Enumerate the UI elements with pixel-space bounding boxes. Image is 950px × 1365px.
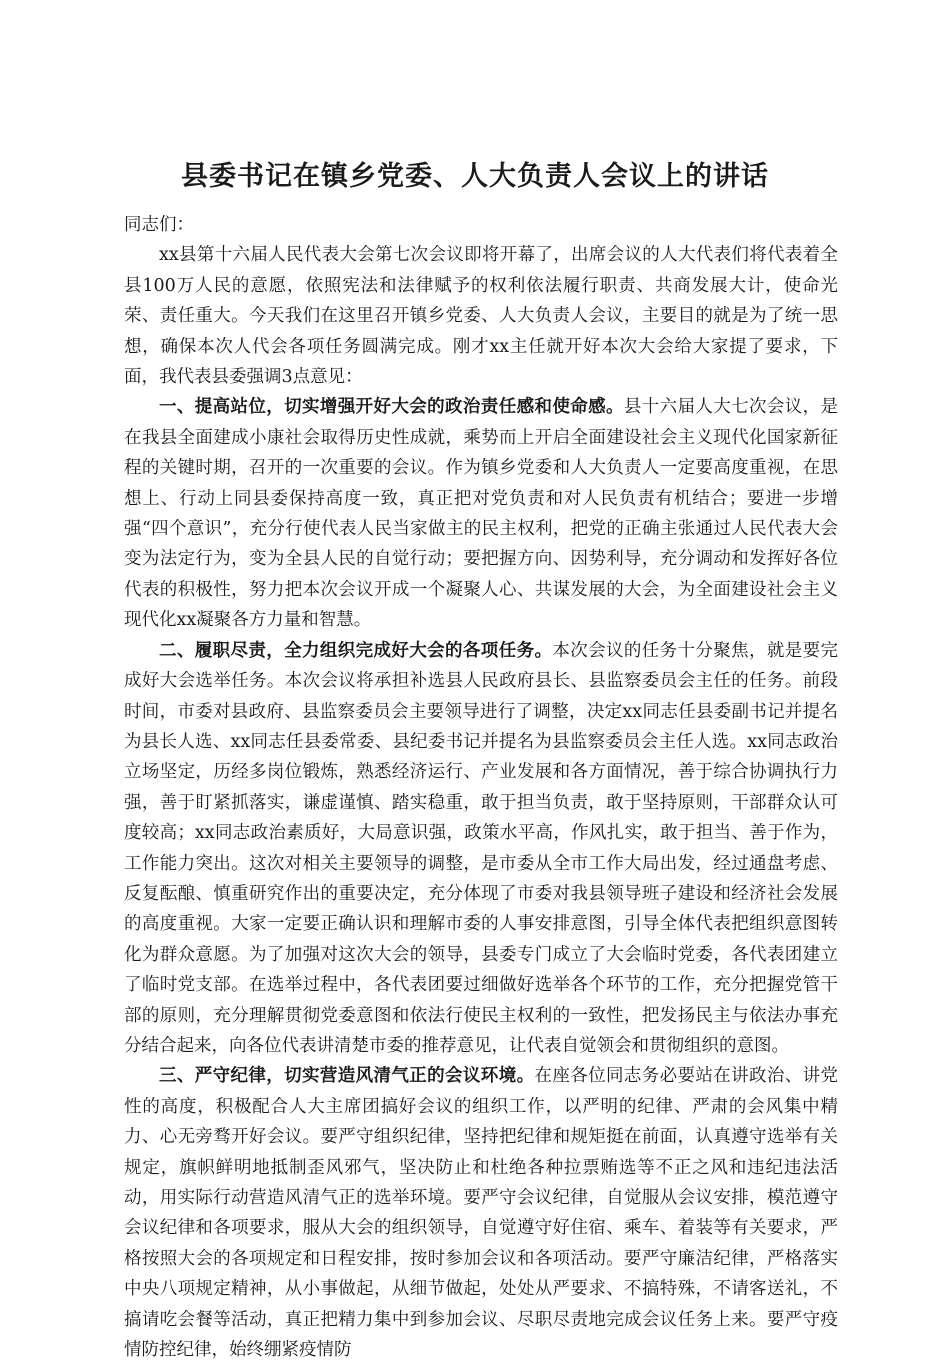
section-1-text: 县十六届人大七次会议，是在我县全面建成小康社会取得历史性成就，乘势而上开启全面建设社会主义现代化国家新征程的关键时期，召开的一次重要的会议。作为镇乡党委和人大负责人一定要高度重视，在思想上、行动上同县委保持高度一致，真正把对党负责和对人民负责有机结合；要进一步增强“四个意识”，充分行使代表人民当家做主的民主权利，把党的正确主张通过人民代表大会变为法定行为，变为全县人民的自觉行动；要把握方向、因势利导，充分调动和发挥好各位代表的积极性，努力把本次会议开成一个凝聚人心、共谋发展的大会，为全面建设社会主义现代化xx凝聚各方力量和智慧。 [124, 397, 839, 631]
salutation: 同志们： [124, 215, 194, 235]
section-2-text: 本次会议的任务十分聚焦，就是要完成好大会选举任务。本次会议将承担补选县人民政府县长、县监察委员会主任的任务。前段时间，市委对县政府、县监察委员会主要领导进行了调整，决定xx同志任县委副书记并提名为县长人选、xx同志任县委常委、县纪委书记并提名为县监察委员会主任人选。xx同志政治立场坚定，历经多岗位锻炼，熟悉经济运行、产业发展和各方面情况，善于综合协调执行力强，善于盯紧抓落实，谦虚谨慎、踏实稳重，敢于担当负责，敢于坚持原则，干部群众认可度较高；xx同志政治素质好，大局意识强，政策水平高，作风扎实，敢于担当、善于作为，工作能力突出。这次对相关主要领导的调整，是市委从全市工作大局出发，经过通盘考虑、反复酝酿、慎重研究作出的重要决定，充分体现了市委对我县领导班子建设和经济社会发展的高度重视。大家一定要正确认识和理解市委的人事安排意图，引导全体代表把组织意图转化为群众意愿。为了加强对这次大会的领导，县委专门成立了大会临时党委，各代表团建立了临时党支部。在选举过程中，各代表团要过细做好选举各个环节的工作，充分把握党管干部的原则，充分理解贯彻党委意图和依法行使民主权利的一致性，把发扬民主与依法办事充分结合起来，向各位代表讲清楚市委的推荐意见，让代表自觉领会和贯彻组织的意图。 [124, 640, 839, 1056]
section-2-paragraph [124, 636, 838, 1062]
intro-paragraph: xx县第十六届人民代表大会第七次会议即将开幕了，出席会议的人大代表们将代表着全县100万人民的意愿，依照宪法和法律赋予的权利依法履行职责、共商发展大计，使命光荣、责任重大。今天我们在这里召开镇乡党委、人大负责人会议，主要目的就是为了统一思想，确保本次人代会各项任务圆满完成。刚才xx主任就开好本次大会给大家提了要求，下面，我代表县委强调3点意见： [124, 245, 838, 388]
document-body [124, 210, 838, 1365]
section-3-heading: 三、严守纪律，切实营造风清气正的会议环境。 [159, 1066, 535, 1087]
section-3-paragraph [124, 1061, 838, 1365]
document-title: 县委书记在镇乡党委、人大负责人会议上的讲话 [181, 161, 769, 192]
section-1-heading: 一、提高站位，切实增强开好大会的政治责任感和使命感。 [159, 397, 624, 418]
section-2-heading: 二、履职尽责，全力组织完成好大会的各项任务。 [159, 640, 553, 661]
section-1-paragraph [124, 392, 838, 635]
section-3-text: 在座各位同志务必要站在讲政治、讲党性的高度，积极配合人大主席团搞好会议的组织工作，以严明的纪律、严肃的会风集中精力、心无旁骛开好会议。要严守组织纪律，坚持把纪律和规矩挺在前面，认真遵守选举有关规定，旗帜鲜明地抵制歪风邪气，坚决防止和杜绝各种拉票贿选等不正之风和违纪违法活动，用实际行动营造风清气正的选举环境。要严守会议纪律，自觉服从会议安排，模范遵守会议纪律和各项要求，服从大会的组织领导，自觉遵守好住宿、乘车、着装等有关要求，严格按照大会的各项规定和日程安排，按时参加会议和各项活动。要严守廉洁纪律，严格落实中央八项规定精神，从小事做起，从细节做起，处处从严要求、不搞特殊，不请客送礼，不搞请吃会餐等活动，真正把精力集中到参加会议、尽职尽责地完成会议任务上来。要严守疫情防控纪律，始终绷紧疫情防 [124, 1066, 839, 1361]
